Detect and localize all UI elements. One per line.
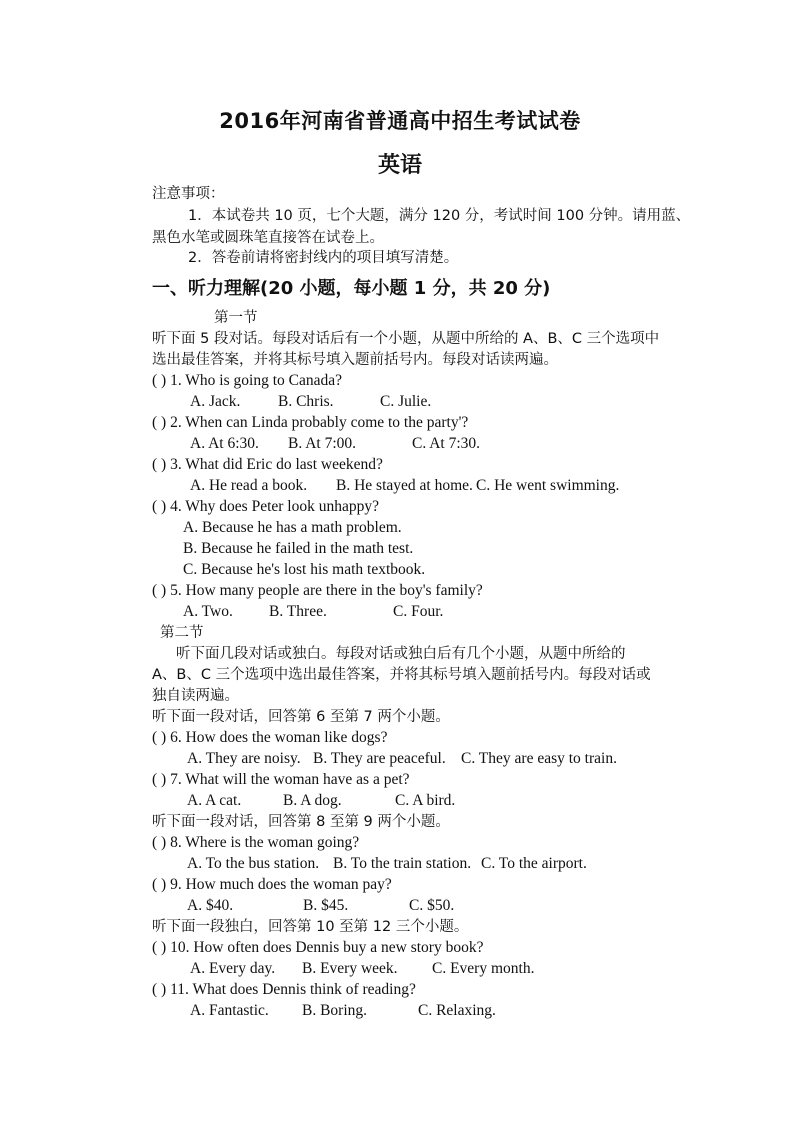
group-3-instructions: 听下面一段独白，回答第 10 至第 12 三个小题。 <box>152 919 469 935</box>
part-1-label: 第一节 <box>214 310 258 326</box>
option-a: A. Every day. <box>190 960 276 977</box>
option-c: C. They are easy to train. <box>461 750 617 767</box>
part-1-instructions-line-2: 选出最佳答案，并将其标号填入题前括号内。每段对话读两遍。 <box>152 352 558 368</box>
option-c: C. Relaxing. <box>418 1002 496 1019</box>
question-6-options <box>187 749 617 769</box>
option-c: C. Every month. <box>432 960 535 977</box>
part-2-instructions-line-2: A、B、C 三个选项中选出最佳答案，并将其标号填入题前括号内。每段对话或 <box>152 667 651 683</box>
question-3: ( ) 3. What did Eric do last weekend? <box>152 456 383 473</box>
question-8: ( ) 8. Where is the woman going? <box>152 834 360 851</box>
option-c: C. He went swimming. <box>476 477 620 494</box>
question-2: ( ) 2. When can Linda probably come to the party'? <box>152 414 469 431</box>
question-11-options <box>190 1001 496 1021</box>
notice-heading: 注意事项： <box>152 186 225 202</box>
option-a: A. They are noisy. <box>187 750 301 767</box>
option-b: B. To the train station. <box>333 855 472 872</box>
option-b: B. He stayed at home. <box>336 477 473 494</box>
question-5-options <box>183 602 443 622</box>
part-2-instructions-line-3: 独自读两遍。 <box>152 688 239 704</box>
option-a: A. To the bus station. <box>187 855 320 872</box>
question-6: ( ) 6. How does the woman like dogs? <box>152 729 388 746</box>
option-b: B. Boring. <box>302 1002 368 1019</box>
notice-item-1-line-1: 1．本试卷共 10 页，七个大题，满分 120 分，考试时间 100 分钟。请用蓝、 <box>188 208 691 224</box>
question-7: ( ) 7. What will the woman have as a pet? <box>152 771 410 788</box>
question-7-options <box>187 791 455 811</box>
question-11: ( ) 11. What does Dennis think of reading? <box>152 981 416 998</box>
question-10: ( ) 10. How often does Dennis buy a new story book? <box>152 939 484 956</box>
question-8-options <box>187 854 587 874</box>
question-9-options <box>187 896 454 916</box>
notice-item-2: 2．答卷前请将密封线内的项目填写清楚。 <box>188 250 459 266</box>
option-c: C. At 7:30. <box>412 435 481 452</box>
option-a: A. $40. <box>187 897 234 914</box>
question-9: ( ) 9. How much does the woman pay? <box>152 876 392 893</box>
option-c: C. Four. <box>393 603 444 620</box>
option-b: B. Three. <box>269 603 327 620</box>
option-b: B. At 7:00. <box>288 435 357 452</box>
question-4: ( ) 4. Why does Peter look unhappy? <box>152 498 379 515</box>
option-a: A. Fantastic. <box>190 1002 269 1019</box>
subject-title: 英语 <box>377 153 422 178</box>
question-2-options <box>190 434 480 454</box>
question-5: ( ) 5. How many people are there in the boy's family? <box>152 582 483 599</box>
question-1-options <box>190 392 431 412</box>
option-a: A. He read a book. <box>190 477 308 494</box>
group-1-instructions: 听下面一段对话，回答第 6 至第 7 两个小题。 <box>152 709 450 725</box>
part-1-instructions-line-1: 听下面 5 段对话。每段对话后有一个小题，从题中所给的 A、B、C 三个选项中 <box>152 331 660 347</box>
option-b: B. $45. <box>303 897 349 914</box>
notice-item-1-line-2: 黑色水笔或圆珠笔直接答在试卷上。 <box>152 230 384 246</box>
option-b: B. Chris. <box>278 393 334 410</box>
option-b: B. A dog. <box>283 792 342 809</box>
option-a: A. Two. <box>183 603 233 620</box>
question-10-options <box>190 959 534 979</box>
question-4-option-b: B. Because he failed in the math test. <box>183 540 414 557</box>
option-c: C. To the airport. <box>481 855 587 872</box>
option-a: A. Jack. <box>190 393 241 410</box>
exam-title: 2016年河南省普通高中招生考试试卷 <box>219 109 581 133</box>
section-1-heading: 一、听力理解(20 小题，每小题 1 分，共 20 分) <box>152 278 551 299</box>
part-2-instructions-line-1: 听下面几段对话或独白。每段对话或独白后有几个小题，从题中所给的 <box>176 646 626 662</box>
question-4-option-c: C. Because he's lost his math textbook. <box>183 561 426 578</box>
option-a: A. At 6:30. <box>190 435 259 452</box>
option-b: B. Every week. <box>302 960 398 977</box>
option-a: A. A cat. <box>187 792 242 809</box>
option-c: C. A bird. <box>395 792 456 809</box>
option-c: C. $50. <box>409 897 455 914</box>
option-b: B. They are peaceful. <box>313 750 446 767</box>
part-2-label: 第二节 <box>160 625 204 641</box>
option-c: C. Julie. <box>380 393 432 410</box>
question-4-option-a: A. Because he has a math problem. <box>183 519 402 536</box>
question-3-options <box>190 476 619 496</box>
group-2-instructions: 听下面一段对话，回答第 8 至第 9 两个小题。 <box>152 814 450 830</box>
question-1: ( ) 1. Who is going to Canada? <box>152 372 342 389</box>
